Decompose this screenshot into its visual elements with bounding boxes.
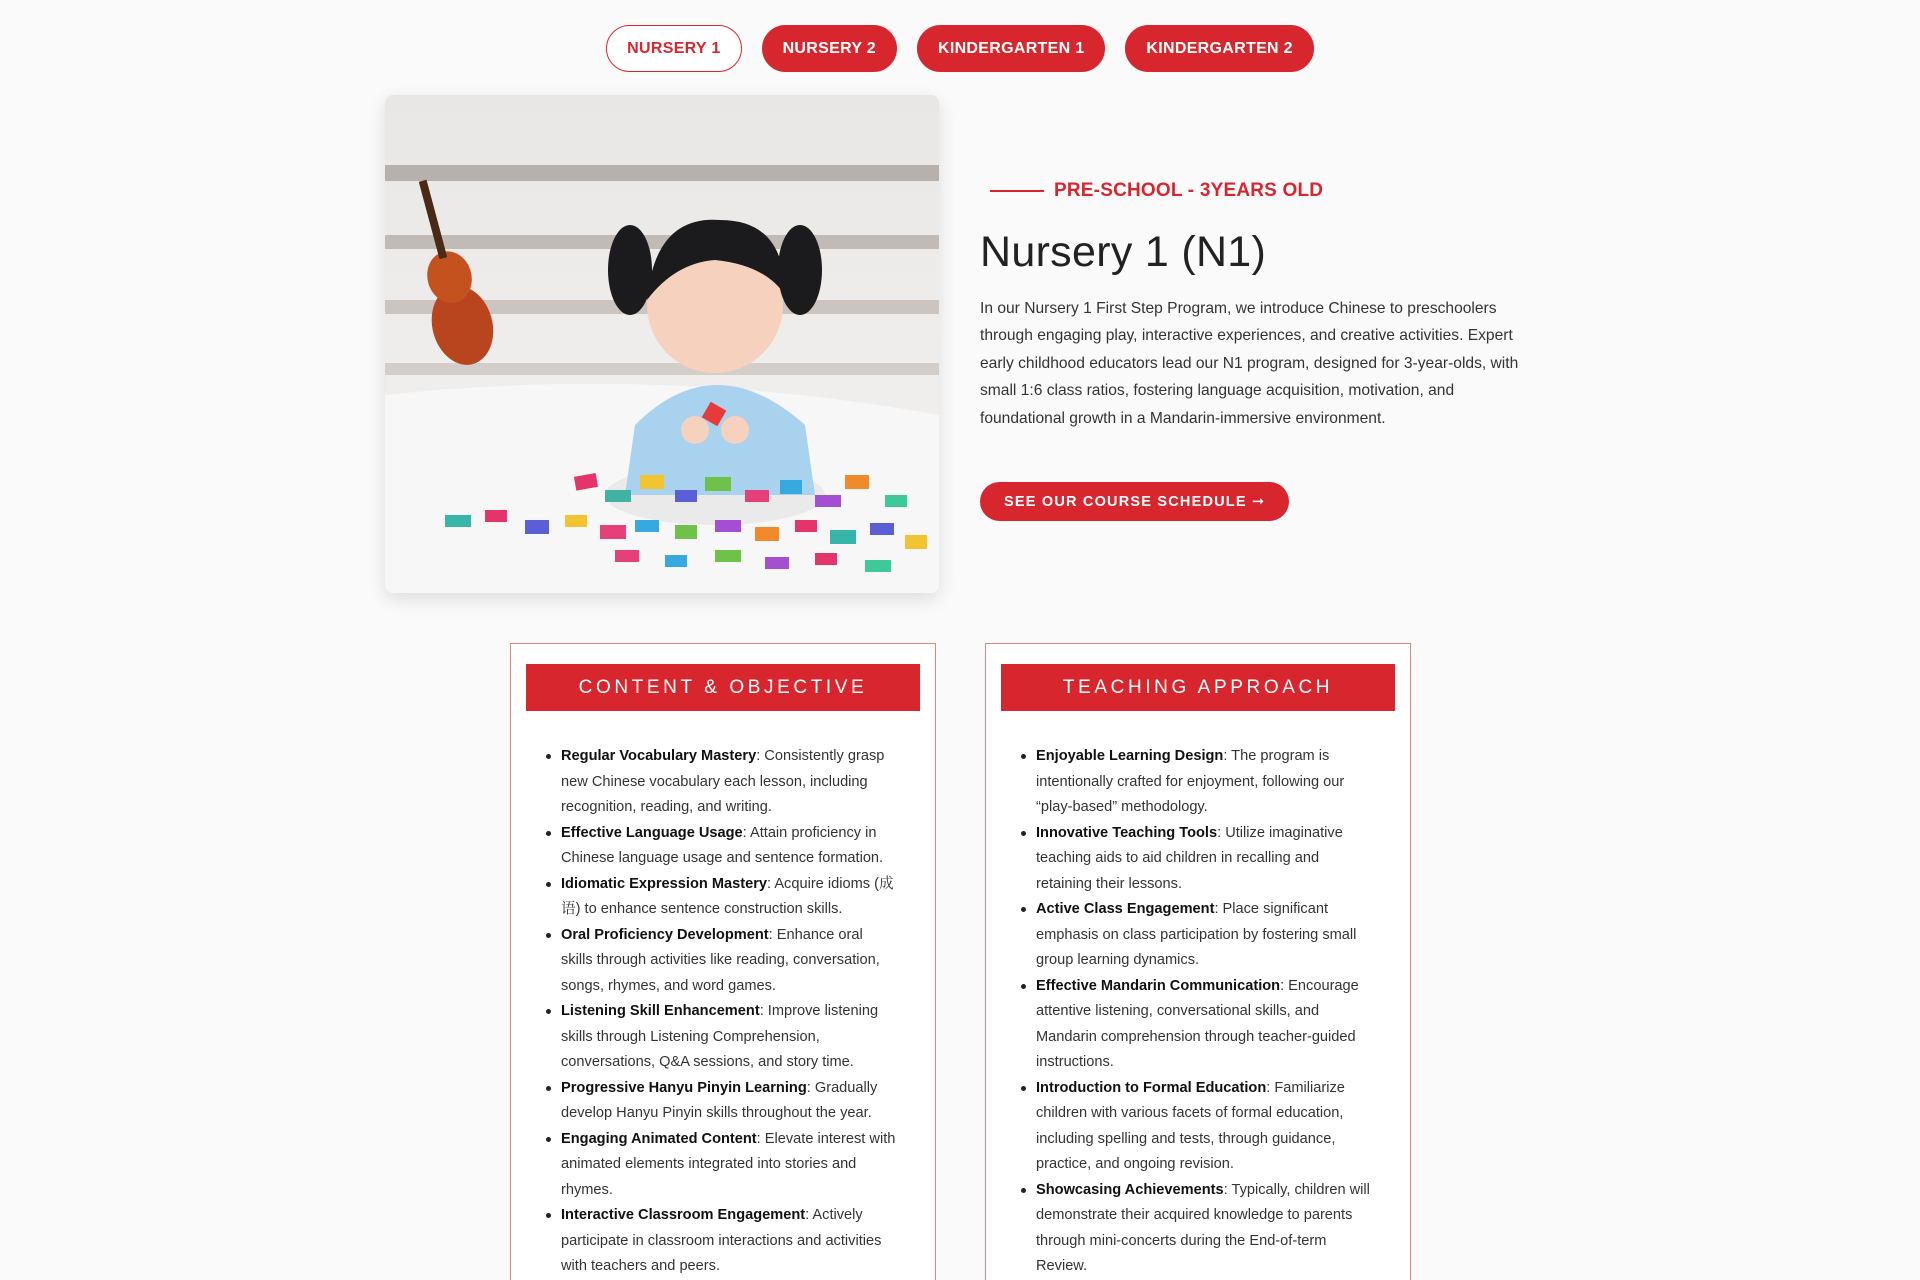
hero-photo — [385, 95, 939, 593]
hero-text — [980, 180, 1540, 521]
list-item: Engaging Animated Content: Elevate interest with animated elements integrated into stories and rhymes. — [561, 1127, 897, 1204]
program-description: In our Nursery 1 First Step Program, we introduce Chinese to preschoolers through engaging play, interactive experiences, and creative activities. Expert early childhood educators lead our N1 program, designed for 3-year-olds, with small 1:6 class ratios, fostering language acquisition, motivation, and foundational growth in a Mandarin-immersive environment. — [980, 300, 1519, 427]
list-item: Regular Vocabulary Mastery: Consistently grasp new Chinese vocabulary each lesson, including recognition, reading, and writing. — [561, 744, 897, 821]
list-item: Oral Proficiency Development: Enhance oral skills through activities like reading, conversation, songs, rhymes, and word games. — [561, 923, 897, 1000]
tab-nursery-2[interactable]: NURSERY 2 — [762, 25, 897, 72]
list-item: Effective Language Usage: Attain proficiency in Chinese language usage and sentence formation. — [561, 821, 897, 872]
list-item: Progressive Hanyu Pinyin Learning: Gradually develop Hanyu Pinyin skills throughout the year. — [561, 1076, 897, 1127]
course-schedule-button[interactable] — [980, 482, 1289, 521]
list-item: Showcasing Achievements: Typically, children will demonstrate their acquired knowledge to parents through mini-concerts during the End-of-term Review. — [1036, 1178, 1372, 1280]
eyebrow — [990, 180, 1540, 202]
eyebrow-divider — [990, 190, 1044, 192]
content-objective-card — [510, 643, 936, 1280]
page-title: Nursery 1 (N1) — [980, 228, 1267, 276]
list-item: Idiomatic Expression Mastery: Acquire idioms (成语) to enhance sentence construction skills. — [561, 872, 897, 923]
teaching-approach-list — [1036, 744, 1372, 1280]
level-tabs — [0, 25, 1920, 72]
eyebrow-label: PRE-SCHOOL - 3YEARS OLD — [1054, 180, 1324, 201]
list-item: Enjoyable Learning Design: The program is intentionally crafted for enjoyment, following our “play-based” methodology. — [1036, 744, 1372, 821]
teaching-approach-card — [985, 643, 1411, 1280]
list-item: Listening Skill Enhancement: Improve listening skills through Listening Comprehension, conversations, Q&A sessions, and story time. — [561, 999, 897, 1076]
list-item: Active Class Engagement: Place significant emphasis on class participation by fostering small group learning dynamics. — [1036, 897, 1372, 974]
tab-kindergarten-2[interactable]: KINDERGARTEN 2 — [1125, 25, 1313, 72]
list-item: Innovative Teaching Tools: Utilize imaginative teaching aids to aid children in recalling and retaining their lessons. — [1036, 821, 1372, 898]
girl-playing-with-letters-illustration — [385, 95, 939, 593]
tab-kindergarten-1[interactable]: KINDERGARTEN 1 — [917, 25, 1105, 72]
content-objective-heading: CONTENT & OBJECTIVE — [526, 664, 920, 711]
course-schedule-label: SEE OUR COURSE SCHEDULE ➞ — [1004, 493, 1266, 510]
list-item: Introduction to Formal Education: Familiarize children with various facets of formal education, including spelling and tests, through guidance, practice, and ongoing revision. — [1036, 1076, 1372, 1178]
teaching-approach-heading: TEACHING APPROACH — [1001, 664, 1395, 711]
list-item: Interactive Classroom Engagement: Actively participate in classroom interactions and activities with teachers and peers. — [561, 1203, 897, 1280]
list-item: Effective Mandarin Communication: Encourage attentive listening, conversational skills, and Mandarin comprehension through teacher-guided instructions. — [1036, 974, 1372, 1076]
content-objective-list — [561, 744, 897, 1280]
tab-nursery-1[interactable]: NURSERY 1 — [606, 25, 741, 72]
